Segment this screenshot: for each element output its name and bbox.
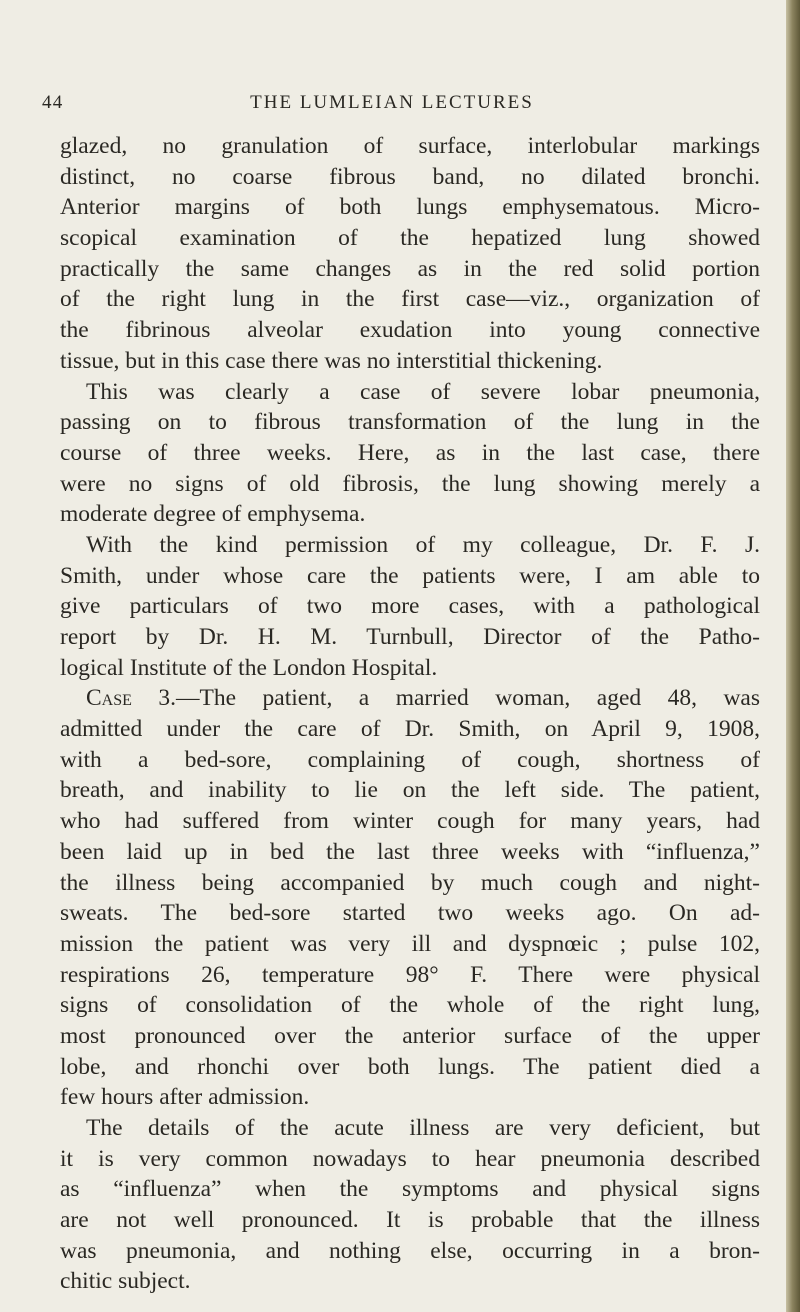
text-line: was pneumonia, and nothing else, occurring in a bron- — [60, 1237, 760, 1264]
text-line: sweats. The bed-sore started two weeks ago. On ad- — [60, 900, 760, 927]
text-line: course of three weeks. Here, as in the last case, there — [60, 439, 760, 466]
text-line: with a bed-sore, complaining of cough, shortness of — [60, 746, 760, 773]
text-line: Smith, under whose care the patients were, I am able to — [60, 562, 760, 589]
text-line: were no signs of old fibrosis, the lung showing merely a — [60, 470, 760, 497]
text-line: it is very common nowadays to hear pneumonia described — [60, 1145, 760, 1172]
text-line: moderate degree of emphysema. — [60, 501, 366, 528]
text-line: The details of the acute illness are very deficient, but — [86, 1115, 760, 1141]
text-line: as “influenza” when the symptoms and physical signs — [60, 1176, 760, 1203]
text-line: With the kind permission of my colleague, Dr. F. J. — [86, 531, 760, 558]
text-line: glazed, no granulation of surface, interlobular markings — [60, 133, 760, 159]
text-line: are not well pronounced. It is probable that the illness — [60, 1207, 760, 1234]
text-line: admitted under the care of Dr. Smith, on April 9, 1908, — [60, 716, 760, 743]
text-line: distinct, no coarse fibrous band, no dilated bronchi. — [60, 163, 760, 190]
case-label: Case — [86, 685, 132, 712]
text-line: breath, and inability to lie on the left side. The patient, — [60, 777, 760, 804]
text-line: report by Dr. H. M. Turnbull, Director of the Patho- — [60, 624, 760, 650]
text-line: scopical examination of the hepatized lung showed — [60, 225, 760, 252]
text-line: Anterior margins of both lungs emphysematous. Micro- — [60, 194, 760, 221]
text-line: Case 3.—The patient, a married woman, aged 48, was — [86, 685, 760, 712]
page-edge-shadow — [786, 0, 800, 1312]
text-line: who had suffered from winter cough for many years, had — [60, 808, 760, 835]
text-line: passing on to fibrous transformation of the lung in the — [60, 409, 760, 436]
running-title: THE LUMLEIAN LECTURES — [250, 92, 534, 113]
text-line: give particulars of two more cases, with a pathological — [60, 593, 760, 620]
text-line: logical Institute of the London Hospital. — [60, 654, 438, 681]
text-line: of the right lung in the first case—viz., organization of — [60, 286, 760, 313]
text-line: the illness being accompanied by much cough and night- — [60, 869, 760, 896]
text-line: few hours after admission. — [60, 1084, 310, 1111]
text-line: most pronounced over the anterior surface of the upper — [60, 1022, 760, 1049]
page-number: 44 — [42, 92, 64, 113]
text-line: tissue, but in this case there was no interstitial thickening. — [60, 347, 603, 374]
text-line: This was clearly a case of severe lobar pneumonia, — [86, 378, 760, 405]
text-line: been laid up in bed the last three weeks with “influenza,” — [60, 838, 760, 865]
text-line: practically the same changes as in the red solid portion — [60, 255, 760, 282]
text-line: mission the patient was very ill and dyspnœic ; pulse 102, — [60, 930, 760, 957]
text-line: signs of consolidation of the whole of the right lung, — [60, 992, 760, 1019]
text-line: respirations 26, temperature 98° F. There were physical — [60, 961, 760, 988]
text-line: lobe, and rhonchi over both lungs. The patient died a — [60, 1053, 760, 1080]
text-line: chitic subject. — [60, 1268, 191, 1295]
text-line: the fibrinous alveolar exudation into young connective — [60, 317, 760, 344]
body-text — [60, 131, 760, 1297]
running-head — [42, 92, 742, 122]
